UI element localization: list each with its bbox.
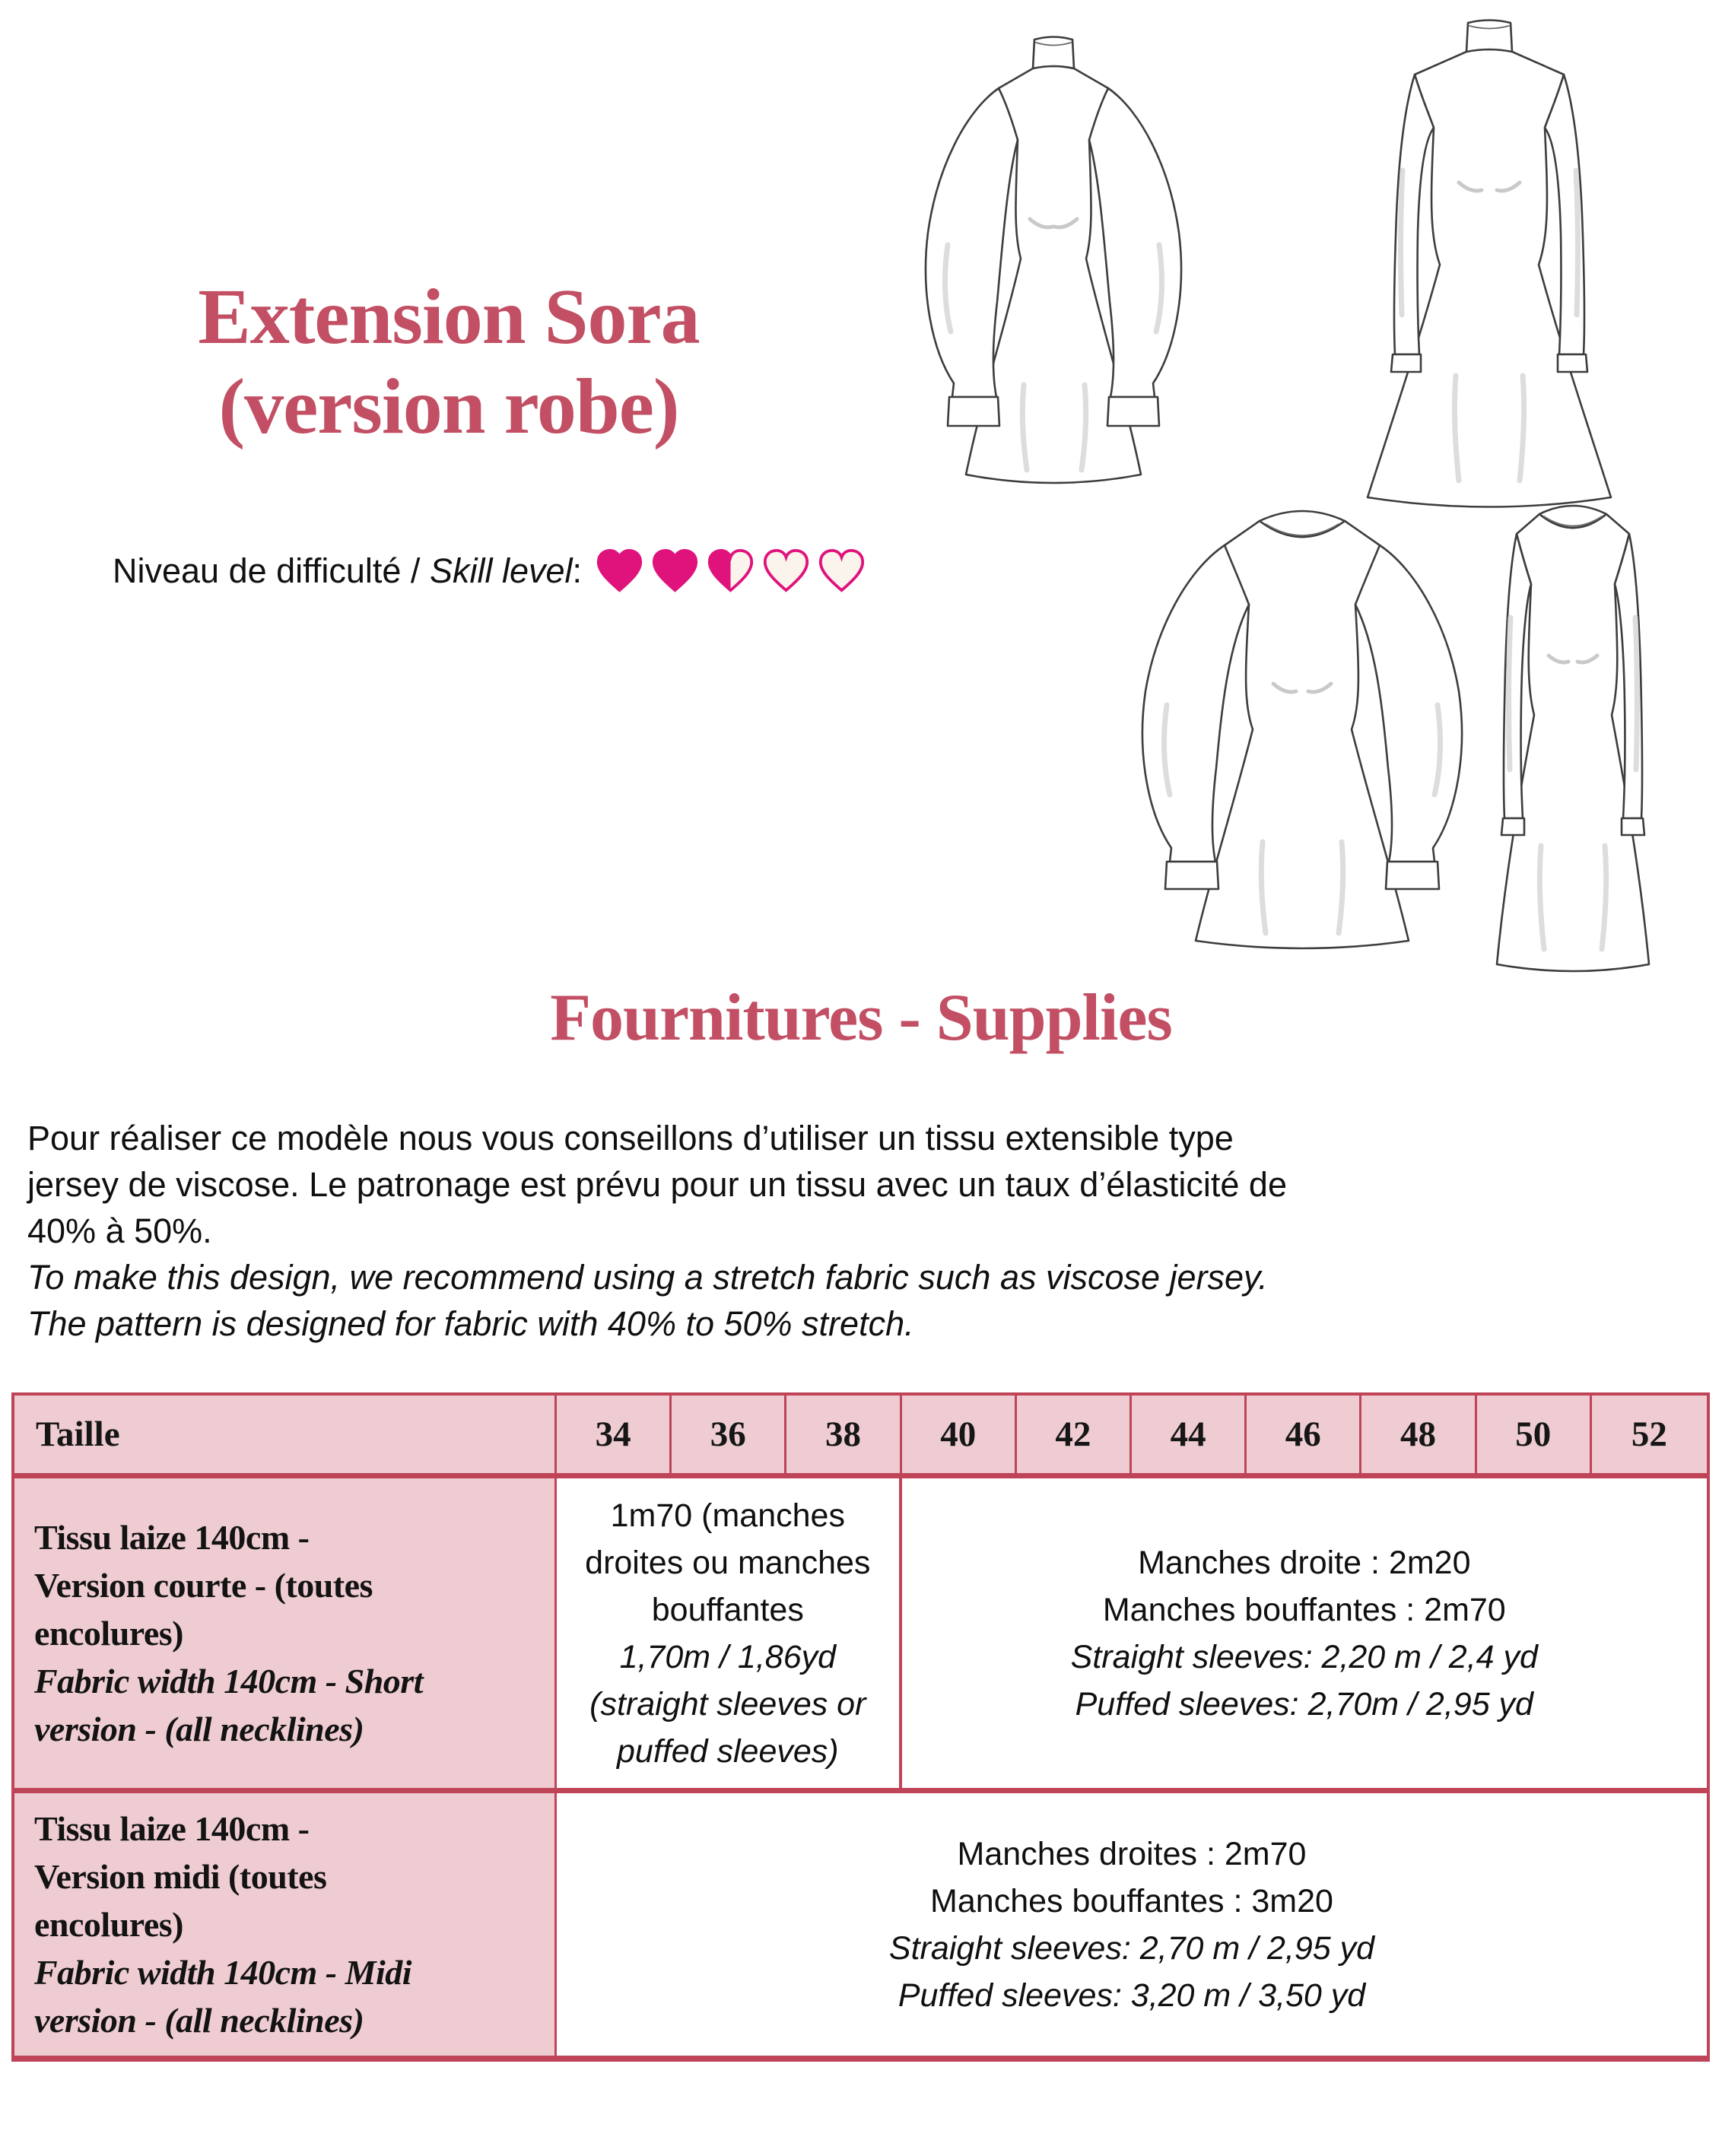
table-header-size: 50 [1477,1396,1592,1478]
row-label-fr-line: encolures) [34,1905,184,1944]
dress-sketch-crewneck-straight-icon [1442,496,1705,986]
cell-fr-line: 1m70 (manches [610,1497,845,1534]
intro-en-line: The pattern is designed for fabric with 40% to 50% stretch. [27,1304,914,1343]
cell-en-line: Puffed sleeves: 2,70m / 2,95 yd [1075,1685,1533,1723]
table-row-label-midi-version [14,1793,557,2056]
table-header-size: 48 [1361,1396,1476,1478]
cell-en-line: (straight sleeves or [589,1685,866,1723]
row-label-en-line: version - (all necklines) [34,1710,364,1748]
table-row-label-short-version [14,1478,557,1793]
table-header-size: 40 [902,1396,1017,1478]
cell-en-line: puffed sleeves) [616,1732,839,1770]
dress-sketch-mockneck-puff-icon [890,24,1217,530]
table-header-size: 34 [557,1396,672,1478]
supplies-heading: Fournitures - Supplies [550,981,1172,1055]
page-title-line1: Extension Sora [198,273,700,360]
row-label-en-line: Fabric width 140cm - Midi [34,1953,412,1992]
table-cell-short-40-52 [902,1478,1707,1793]
skill-level-label-fr: Niveau de difficulté / [113,551,421,590]
cell-fr-line: Manches bouffantes : 2m70 [1102,1591,1506,1628]
table-header-size: 44 [1132,1396,1247,1478]
skill-level-row [113,549,866,593]
table-header-size: 42 [1017,1396,1132,1478]
cell-en-line: 1,70m / 1,86yd [619,1638,837,1675]
fabric-requirements-table [11,1392,1710,2062]
row-label-fr-line: Tissu laize 140cm - [34,1518,310,1557]
cell-en-line: Straight sleeves: 2,70 m / 2,95 yd [888,1929,1375,1967]
heart-empty-icon [818,549,866,593]
heart-filled-icon [596,549,643,593]
heart-empty-icon [762,549,810,593]
table-header-size: 46 [1247,1396,1361,1478]
table-header-taille: Taille [14,1396,557,1478]
row-label-fr-line: Tissu laize 140cm - [34,1809,310,1848]
table-header-size: 52 [1592,1396,1707,1478]
cell-en-line: Puffed sleeves: 3,20 m / 3,50 yd [898,1977,1366,2014]
intro-fr-line: 40% à 50%. [27,1211,212,1250]
heart-half-icon [707,549,755,593]
cell-fr-line: bouffantes [651,1591,804,1628]
skill-level-colon: : [572,551,583,590]
cell-fr-line: Manches droite : 2m20 [1138,1544,1471,1581]
table-header-size: 38 [786,1396,901,1478]
row-label-fr-line: Version courte - (toutes [34,1566,373,1605]
row-label-fr-line: Version midi (toutes [34,1857,327,1896]
cell-fr-line: Manches bouffantes : 3m20 [930,1882,1333,1919]
cell-en-line: Straight sleeves: 2,20 m / 2,4 yd [1070,1638,1538,1675]
page-title [0,272,898,452]
fabric-recommendation-paragraph [27,1115,1708,1347]
row-label-en-line: version - (all necklines) [34,2001,364,2040]
skill-rating [596,549,866,593]
intro-fr-line: jersey de viscose. Le patronage est prévu pour un tissu avec un taux d’élasticité de [27,1165,1287,1204]
skill-level-label-en: Skill level [429,551,573,590]
intro-fr-line: Pour réaliser ce modèle nous vous conseillons d’utiliser un tissu extensible type [27,1119,1234,1157]
cell-fr-line: Manches droites : 2m70 [957,1835,1307,1872]
table-cell-short-34-38 [557,1478,902,1793]
row-label-en-line: Fabric width 140cm - Short [34,1662,423,1700]
page-title-line2: (version robe) [218,363,679,450]
intro-en-line: To make this design, we recommend using a stretch fabric such as viscose jersey. [27,1258,1268,1297]
cell-fr-line: droites ou manches [585,1544,871,1581]
table-cell-midi-34-52 [557,1793,1707,2056]
table-header-size: 36 [672,1396,786,1478]
dress-sketch-mockneck-straight-icon [1276,11,1702,543]
heart-filled-icon [651,549,699,593]
row-label-fr-line: encolures) [34,1614,184,1653]
